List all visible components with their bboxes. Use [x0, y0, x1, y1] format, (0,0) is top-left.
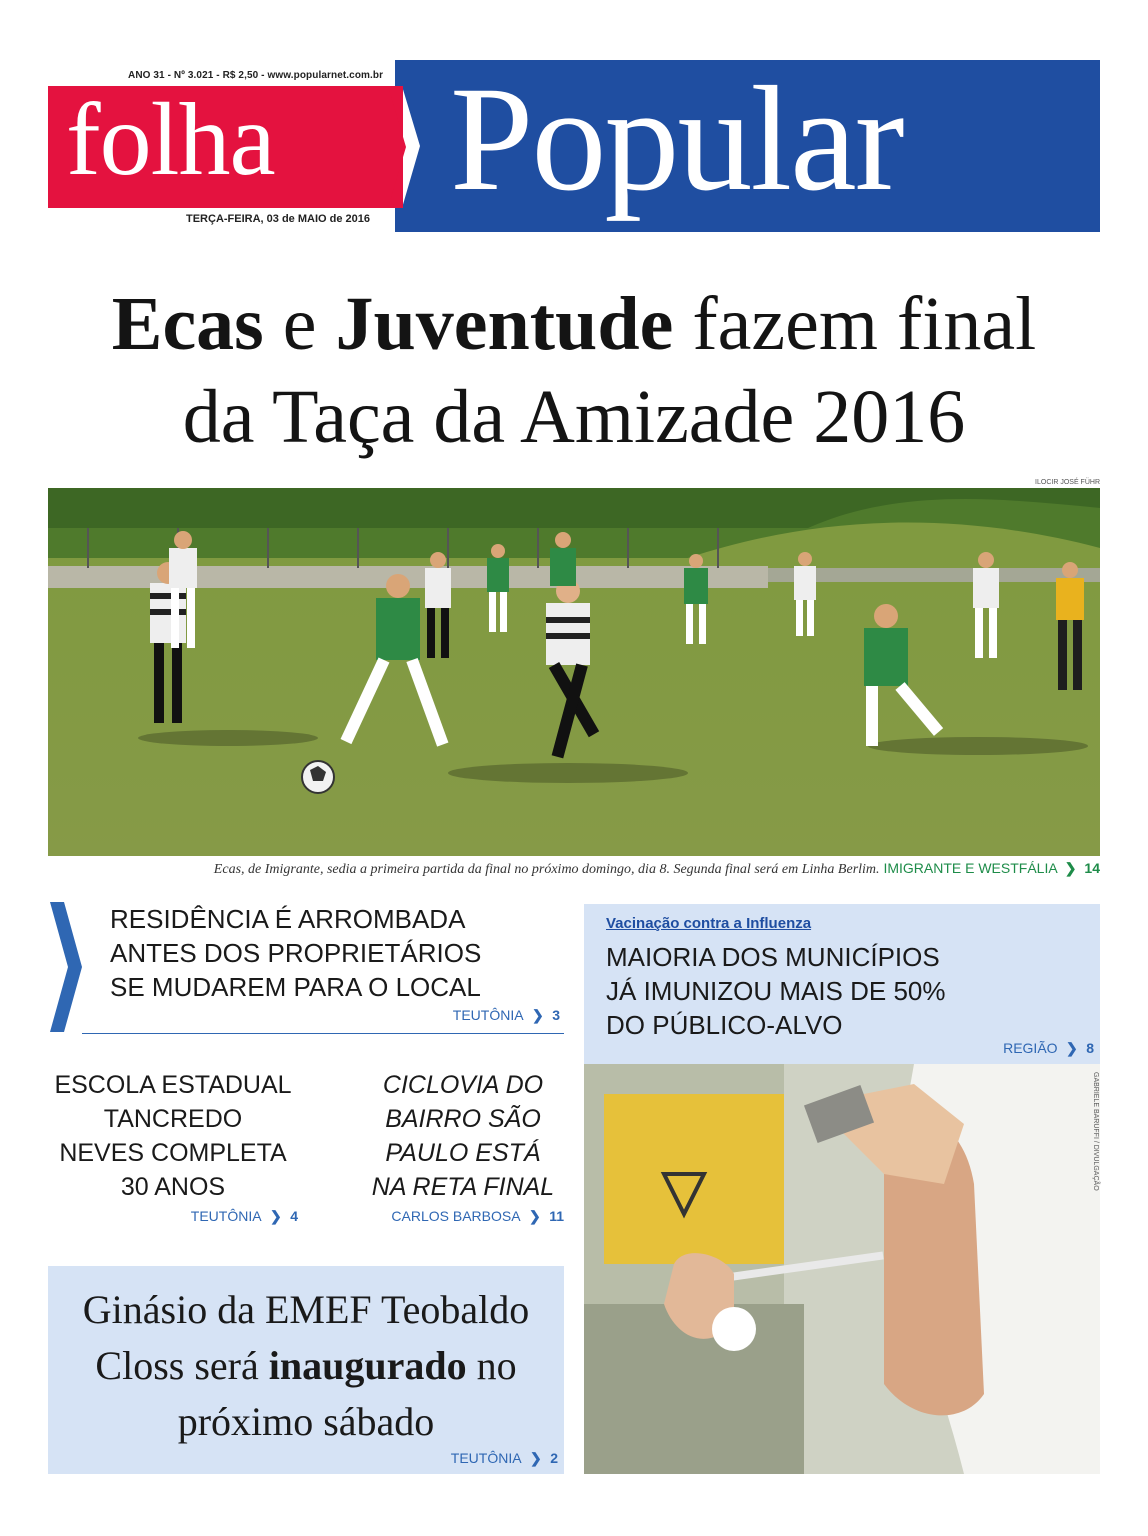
story-vacinacao-title[interactable]	[606, 940, 1086, 1042]
section-label: REGIÃO	[1003, 1040, 1058, 1056]
story-title-line: SE MUDAREM PARA O LOCAL	[110, 972, 481, 1002]
section-label: TEUTÔNIA	[190, 1208, 262, 1224]
page-number: 11	[549, 1208, 564, 1224]
photo-credit: ILOCIR JOSÉ FÜHR	[1035, 479, 1100, 486]
photo-caption	[70, 860, 1100, 878]
story-ginasio-ref[interactable]	[380, 1450, 558, 1468]
football-match-illustration	[48, 488, 1100, 856]
story-title-line: DO PÚBLICO-ALVO	[606, 1010, 843, 1040]
headline-team-2: Juventude	[335, 282, 674, 366]
edition-info: ANO 31 - Nº 3.021 - R$ 2,50 - www.popularnet.com.br	[128, 70, 384, 81]
headline-line-1	[48, 278, 1100, 371]
arrow-icon: ❯	[530, 1450, 542, 1466]
masthead-red-arrow	[380, 86, 408, 208]
story-escola-ref[interactable]	[120, 1208, 298, 1226]
arrow-icon: ❯	[270, 1208, 282, 1224]
section-label: TEUTÔNIA	[450, 1450, 522, 1466]
page-number: 3	[552, 1007, 560, 1023]
story-title-line: ESCOLA ESTADUAL	[54, 1071, 292, 1099]
main-photo[interactable]	[48, 488, 1100, 856]
story-title-line: NA RETA FINAL	[371, 1173, 555, 1201]
masthead-name-folha[interactable]: folha	[66, 82, 275, 197]
page-number: 2	[550, 1450, 558, 1466]
story-title-line: CICLOVIA DO	[382, 1071, 544, 1099]
masthead-name-popular[interactable]: Popular	[450, 56, 903, 222]
caption-page[interactable]: 14	[1084, 860, 1100, 876]
headline-line-2: da Taça da Amizade 2016	[182, 375, 966, 459]
vaccination-photo[interactable]	[584, 1064, 1100, 1474]
arrow-icon: ❯	[529, 1208, 541, 1224]
story-title-line: 30 ANOS	[120, 1173, 226, 1201]
story-title-text: no próximo sábado	[177, 1343, 517, 1444]
headline-team-1: Ecas	[111, 282, 264, 366]
story-escola-title[interactable]	[46, 1068, 300, 1204]
page-number: 4	[290, 1208, 298, 1224]
story-vacinacao-kicker[interactable]: Vacinação contra a Influenza	[606, 915, 812, 932]
section-label: TEUTÔNIA	[452, 1007, 524, 1023]
main-headline[interactable]	[48, 278, 1100, 464]
story-title-line: NEVES COMPLETA	[59, 1139, 287, 1167]
story-title-line: TANCREDO	[103, 1105, 243, 1133]
chevron-right-icon	[50, 902, 84, 1032]
story-title-line: BAIRRO SÃO	[385, 1105, 541, 1133]
caption-section[interactable]: IMIGRANTE E WESTFÁLIA	[883, 860, 1057, 876]
arrow-icon: ❯	[1066, 1040, 1078, 1056]
arrow-icon: ❯	[532, 1007, 544, 1023]
story-ciclovia-title[interactable]	[360, 1068, 566, 1204]
headline-rest: fazem final	[673, 282, 1037, 366]
story-ginasio-title[interactable]	[48, 1282, 564, 1450]
story-title-line: ANTES DOS PROPRIETÁRIOS	[110, 938, 482, 968]
vaccination-illustration	[584, 1064, 1100, 1474]
page-number: 8	[1086, 1040, 1094, 1056]
headline-connector: e	[263, 282, 336, 366]
story-title-bold: inaugurado	[268, 1343, 467, 1388]
story-ciclovia-ref[interactable]	[360, 1208, 564, 1226]
story-title-line: MAIORIA DOS MUNICÍPIOS	[606, 942, 940, 972]
caption-text: Ecas, de Imigrante, sedia a primeira partida da final no próximo domingo, dia 8. Segunda final será em Linha Berlim.	[213, 862, 880, 877]
story-residencia-ref[interactable]	[380, 1007, 560, 1025]
story-residencia-title[interactable]	[110, 902, 530, 1004]
divider	[82, 1033, 564, 1034]
story-title-line: JÁ IMUNIZOU MAIS DE 50%	[606, 976, 946, 1006]
story-vacinacao-ref[interactable]	[900, 1040, 1094, 1058]
story-title-line: PAULO ESTÁ	[385, 1139, 541, 1167]
story-title-line: RESIDÊNCIA É ARROMBADA	[110, 904, 466, 934]
edition-date: TERÇA-FEIRA, 03 de MAIO de 2016	[186, 213, 370, 225]
arrow-icon: ❯	[1064, 860, 1077, 876]
vaccination-photo-credit: GABRIELE BARUFFI / DIVULGAÇÃO	[1092, 1072, 1099, 1191]
story-title-text: Ginásio da EMEF Teobaldo Closs será	[82, 1287, 530, 1388]
section-label: CARLOS BARBOSA	[391, 1208, 521, 1224]
